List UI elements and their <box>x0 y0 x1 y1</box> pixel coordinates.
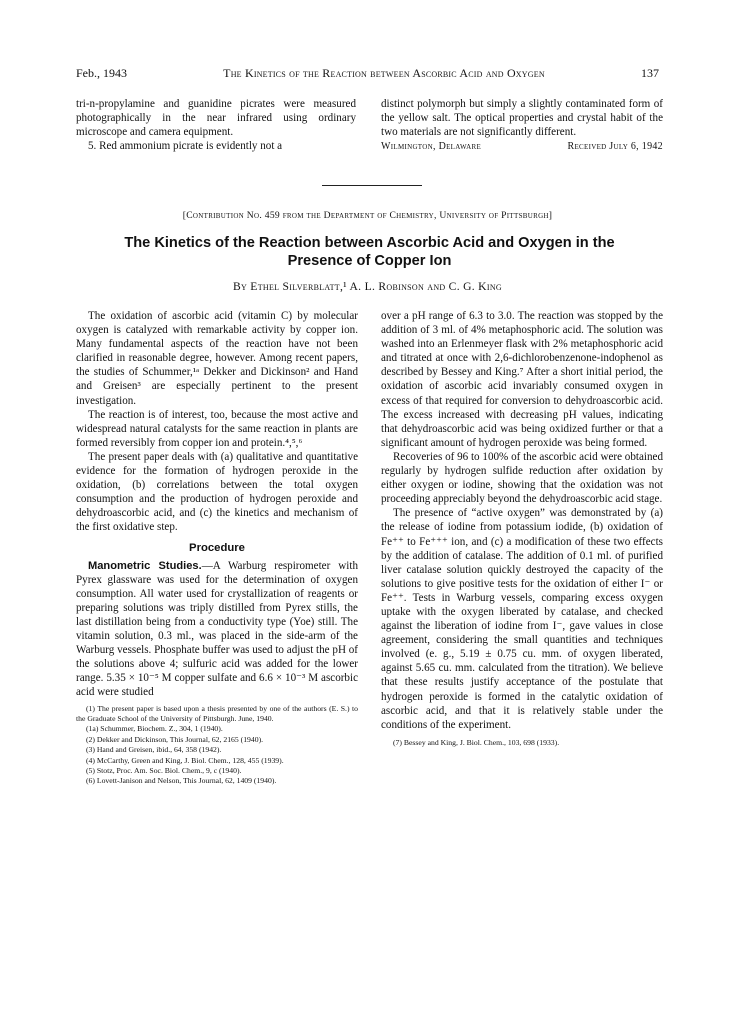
previous-article-text-continued: distinct polymorph but simply a slightly contaminated form of the yellow salt. The optical properties and crystal habit of the two materials are not significantly different. <box>381 98 663 139</box>
results-paragraph-1: over a pH range of 6.3 to 3.0. The reaction was stopped by the addition of 3 ml. of 4% metaphosphoric acid. The solution was washed into an Erlenmeyer flask with 2% metaphosphoric acid and titrated at once with 2,6-dichlorobenzenone-indophenol as described by Bessey and King.⁷ After a short initial period, the oxidation of ascorbic acid invariably consumed oxygen in excess of that required for conversion to dehydroascorbic acid. The excess increased with decreasing pH values, indicating that dehydroascorbic acid was being oxidized further or that a significant amount of hydrogen peroxide was being formed. <box>381 310 663 449</box>
previous-article-conclusion-5: 5. Red ammonium picrate is evidently not a <box>88 140 283 153</box>
article-separator-rule <box>322 185 422 186</box>
footnote: (6) Lovett-Janison and Nelson, This Journal, 62, 1409 (1940). <box>86 776 277 786</box>
main-left-column <box>76 309 358 787</box>
footnote-right: (7) Bessey and King, J. Biol. Chem., 103, 698 (1933). <box>393 737 560 747</box>
intro-paragraph-1: The oxidation of ascorbic acid (vitamin C) by molecular oxygen is catalyzed with remarkable activity by copper ion. Many fundamental aspects of the reaction have not been clarified in reasonable degree, however. Among recent papers, the studies of Schummer,¹ᵃ Dekker and Dickinson² and Hand and Greisen³ are especially pertinent to the present investigation. <box>76 310 358 407</box>
results-paragraph-3: The presence of “active oxygen” was demonstrated by (a) the release of iodine from potassium iodide, (b) oxidation of Fe⁺⁺ to Fe⁺⁺⁺ ion, and (c) a modification of these two effects by the addition of catalase. The addition of 0.1 ml. of purified liver catalase solution quickly destroyed the capacity of the solutions to give positive tests for the oxidation of either I⁻ or Fe⁺⁺. Tests in Warburg vessels, comparing excess oxygen uptake with the oxygen liberated by catalase, and checked against the liberation of iodine from I⁻, gave values in close agreement, considering the small quantities and techniques involved (e. g., 5.19 ± 0.75 cu. mm. of oxygen liberated, against 5.65 cu. mm. calculated from the titration). We believe that these results justify acceptance of the postulate that hydrogen peroxide is formed in the catalytic oxidation of ascorbic acid, and that it is relatively stable under the conditions of the experiment. <box>381 507 663 731</box>
footnote: (5) Stotz, Proc. Am. Soc. Biol. Chem., 9, c (1940). <box>86 765 242 775</box>
footnotes-left <box>76 704 358 787</box>
section-heading-procedure: Procedure <box>189 541 245 554</box>
intro-paragraph-2: The reaction is of interest, too, because the most active and widespread natural catalysts for the same reaction in plants are formed reversibly from copper ion and protein.⁴,⁵,⁶ <box>76 408 358 449</box>
previous-article-left-column <box>76 97 356 153</box>
contribution-line: [Contribution No. 459 from the Department of Chemistry, University of Pittsburgh] <box>182 210 553 221</box>
footnote: (1) The present paper is based upon a thesis presented by one of the authors (E. S.) to the Graduate School of the University of Pittsburgh. June, 1940. <box>76 703 358 723</box>
intro-paragraph-3: The present paper deals with (a) qualitative and quantitative evidence for the formation of hydrogen peroxide in the oxidation, (b) correlations between the total oxygen consumption and the production of hydrogen peroxide and dehydroascorbic acid, and (c) the kinetics and mechanism of the first oxidative step. <box>76 450 358 534</box>
previous-article-right-column <box>381 97 663 154</box>
footnote: (3) Hand and Greisen, ibid., 64, 358 (1942). <box>86 745 222 755</box>
previous-article-text: tri-n-propylamine and guanidine picrates were measured photographically in the near infrared using ordinary microscope and camera equipment. <box>76 98 356 139</box>
footnote: (1a) Schummer, Biochem. Z., 304, 1 (1940). <box>86 724 223 734</box>
main-right-column <box>381 309 663 748</box>
manometric-studies-paragraph <box>76 559 358 700</box>
results-paragraph-2: Recoveries of 96 to 100% of the ascorbic acid were obtained regularly by hydrogen sulfide reduction after oxidation by either oxygen or iodine, showing that the oxidation was not proceeding appreciably beyond the dehydroascorbic acid stage. <box>381 450 663 506</box>
article-title: The Kinetics of the Reaction between Ascorbic Acid and Oxygen in the Presence of Copper Ion <box>124 235 615 269</box>
manometric-studies-text: —A Warburg respirometer with Pyrex glassware was used for the determination of oxygen consumption. All water used for crystallization of reagents or preparing solutions was triply distilled from Pyrex stills, the last distillation being from a conductivity type (Yoe) still. The vitamin solution, 0.3 ml., was placed in the side-arm of the Warburg vessels. Phosphate buffer was used to adjust the pH of the solutions above 4; sulfuric acid was added for the lower range. 5.35 × 10⁻⁵ M copper sulfate and 6.6 × 10⁻³ M ascorbic acid were studied <box>76 559 358 699</box>
footnote: (2) Dekker and Dickinson, This Journal, 62, 2165 (1940). <box>86 734 264 744</box>
running-title: The Kinetics of the Reaction between Ascorbic Acid and Oxygen <box>223 66 545 80</box>
byline: By Ethel Silverblatt,¹ A. L. Robinson and C. G. King <box>233 280 502 293</box>
runin-heading: Manometric Studies. <box>88 559 202 572</box>
author-location: Wilmington, Delaware <box>381 141 482 153</box>
running-head <box>76 66 659 82</box>
footnote: (4) McCarthy, Green and King, J. Biol. Chem., 128, 455 (1939). <box>86 755 284 765</box>
issue-date: Feb., 1943 <box>76 66 127 80</box>
previous-article-signature <box>381 140 663 154</box>
page-number: 137 <box>640 66 659 80</box>
received-date: Received July 6, 1942 <box>567 141 663 153</box>
